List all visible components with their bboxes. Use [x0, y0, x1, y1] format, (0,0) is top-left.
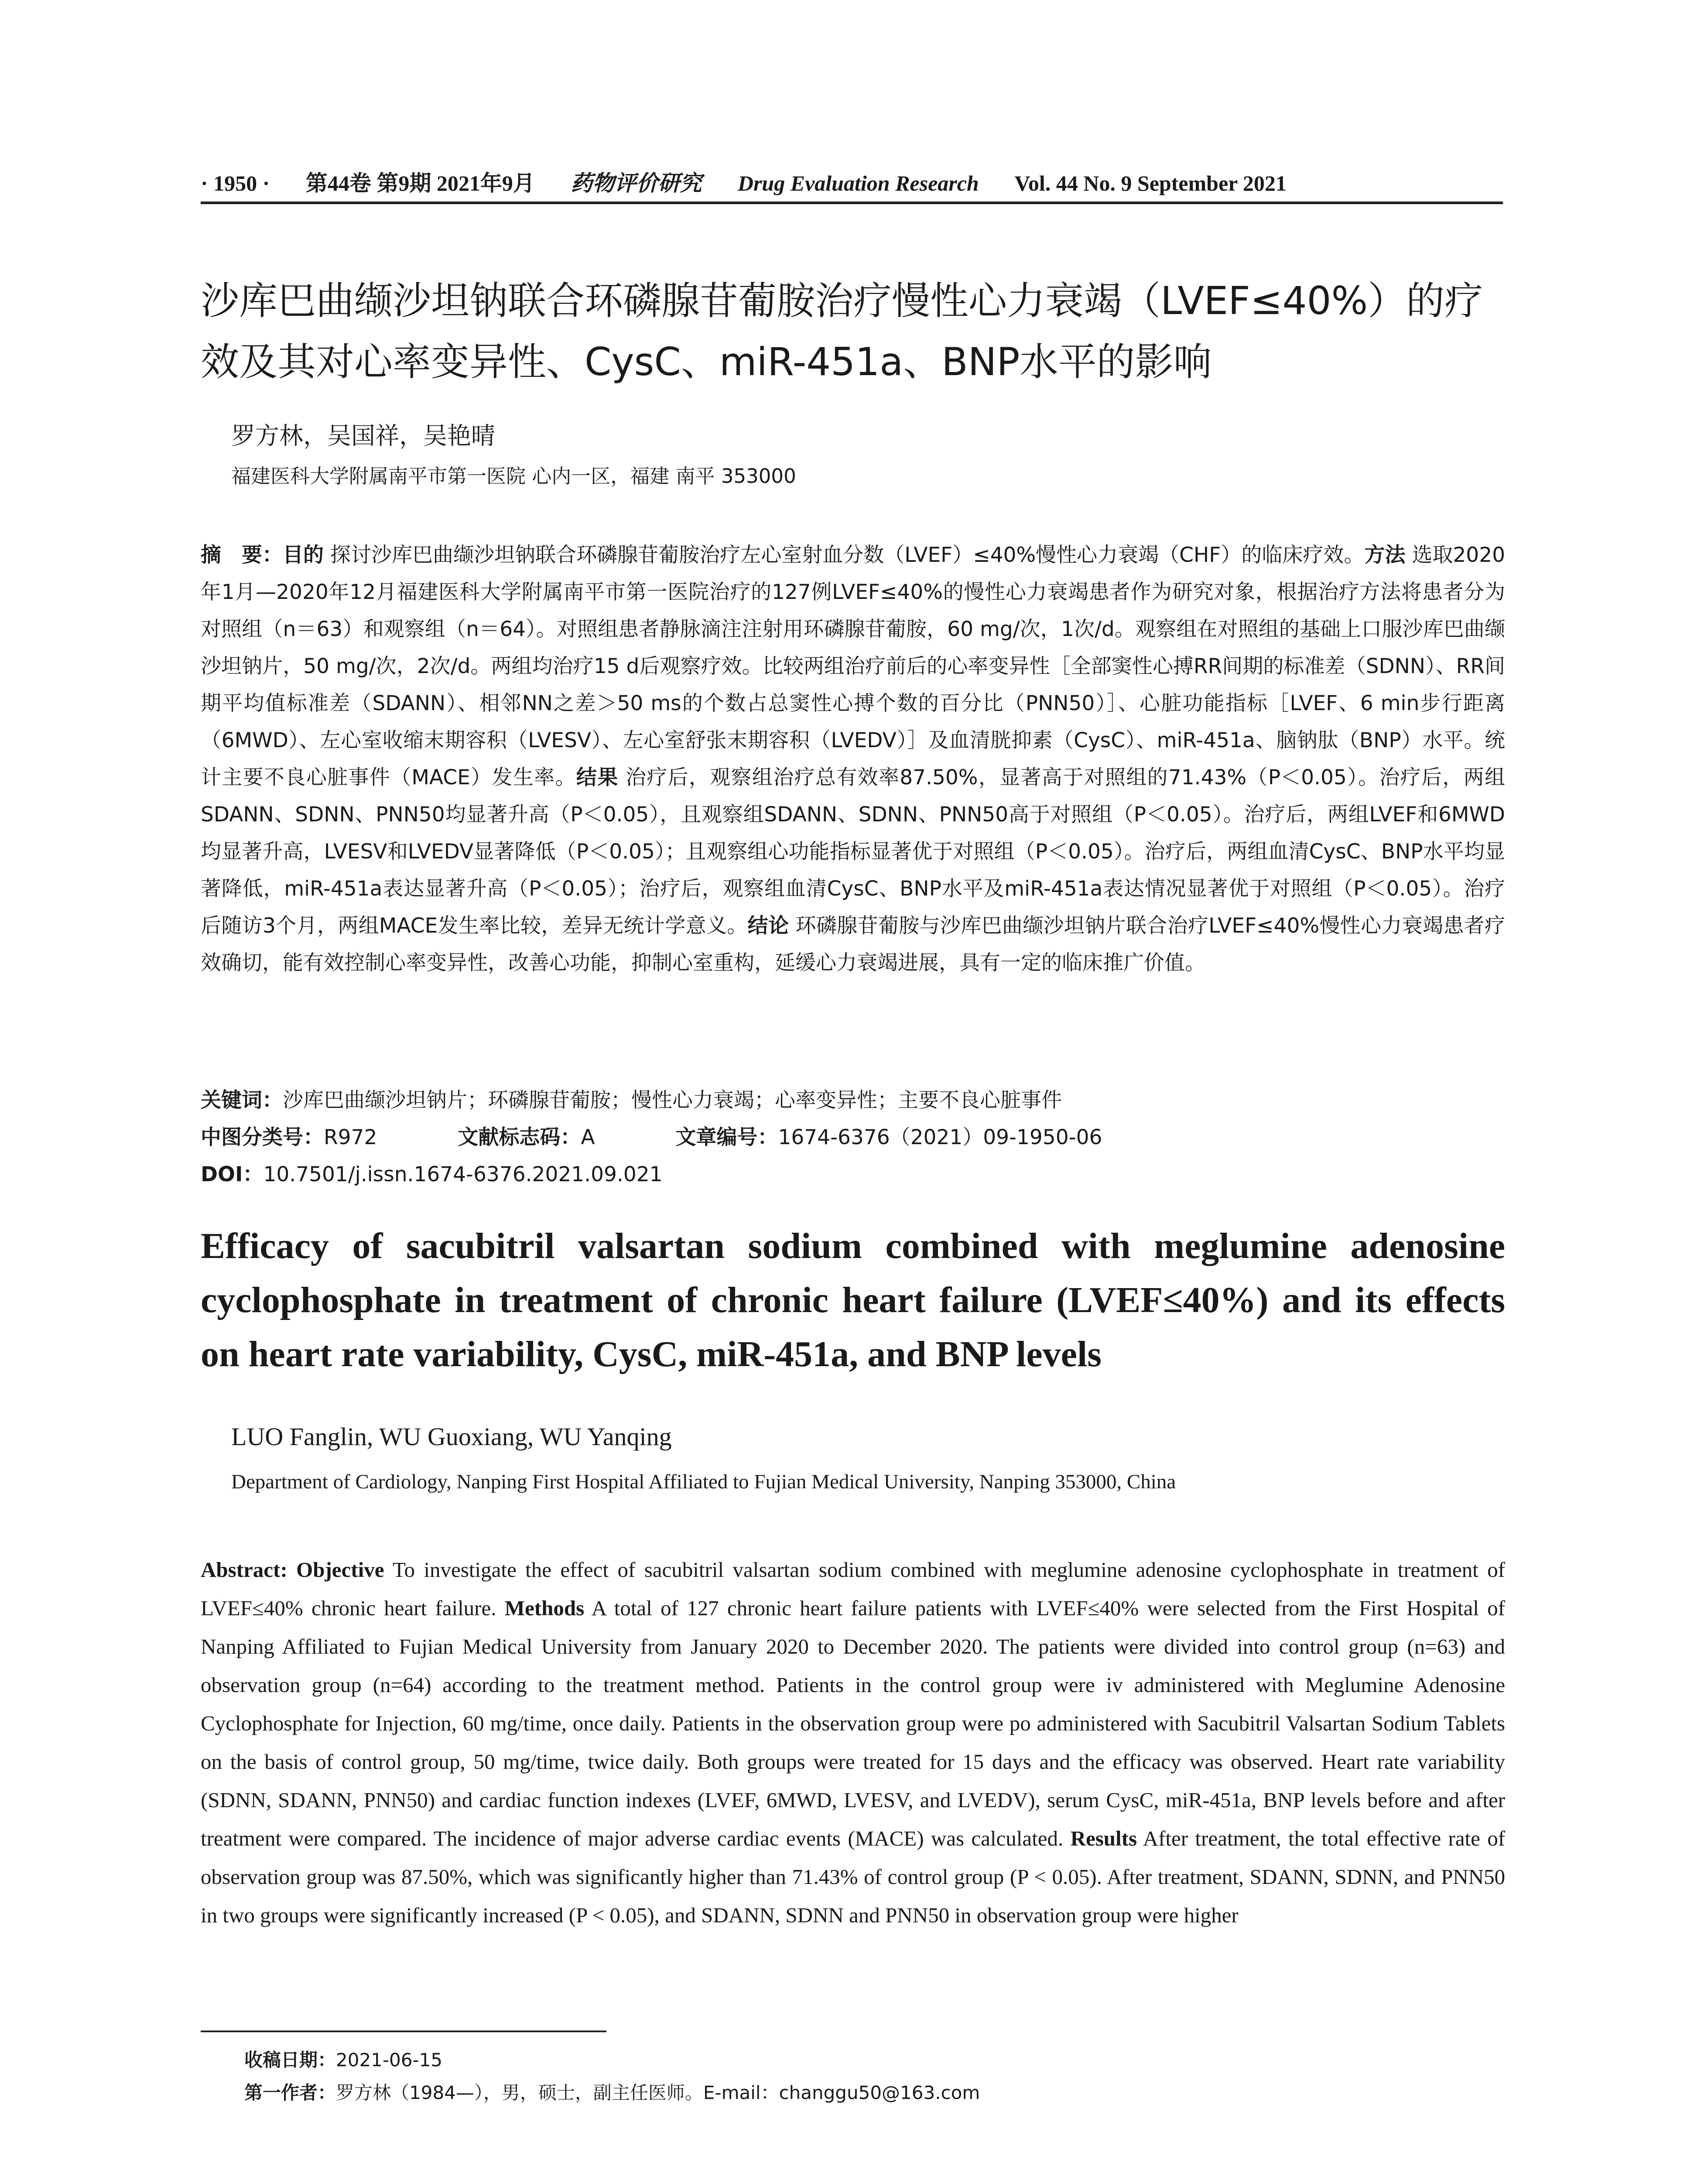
footnote-rule — [201, 2031, 606, 2032]
doi-line — [201, 1156, 1505, 1193]
authors-en: LUO Fanglin, WU Guoxiang, WU Yanqing — [231, 1422, 672, 1451]
results-label-cn: 结果 — [576, 766, 619, 790]
results-label-en: Results — [1070, 1826, 1137, 1850]
clc-value: R972 — [324, 1125, 377, 1149]
first-author-note — [244, 2078, 980, 2105]
objective-en: To investigate the effect of sacubitril valsartan sodium combined with meglumine adenosine cyclophosphate in treatment of LVEF≤40% chronic heart failure. — [201, 1558, 1505, 1620]
title-cn: 沙库巴曲缬沙坦钠联合环磷腺苷葡胺治疗慢性心力衰竭（LVEF≤40%）的疗效及其对心率变异性、CysC、miR-451a、BNP水平的影响 — [201, 278, 1483, 384]
journal-name-en: Drug Evaluation Research — [737, 171, 979, 195]
conclusion-label-cn: 结论 — [747, 914, 789, 938]
methods-en: A total of 127 chronic heart failure patients with LVEF≤40% were selected from the First Hospital of Nanping Affiliated to Fujian Medical University from January 2020 to December 2020. The patients were divided into control group (n=63) and observation group (n=64) according to the treatment method. Patients in the control group were iv administered with Meglumine Adenosine Cyclophosphate for Injection, 60 mg/time, once daily. Patients in the observation group were po administered with Sacubitril Valsartan Sodium Tablets on the basis of control group, 50 mg/time, twice daily. Both groups were treated for 15 days and the efficacy was observed. Heart rate variability (SDNN, SDANN, PNN50) and cardiac function indexes (LVEF, 6MWD, LVESV, and LVEDV), serum CysC, miR-451a, BNP levels before and after treatment were compared. The incidence of major adverse cardiac events (MACE) was calculated. — [201, 1596, 1505, 1850]
running-header — [201, 166, 1509, 201]
objective-label-cn: 目的 — [283, 543, 324, 567]
affiliation-cn: 福建医科大学附属南平市第一医院 心内一区，福建 南平 353000 — [231, 465, 796, 488]
doi-label: DOI： — [201, 1162, 264, 1186]
keywords-text: 沙库巴曲缬沙坦钠片；环磷腺苷葡胺；慢性心力衰竭；心率变异性；主要不良心脏事件 — [283, 1088, 1062, 1112]
received-label: 收稿日期： — [244, 2049, 336, 2071]
received-date — [244, 2046, 442, 2072]
conclusion-cn: 环磷腺苷葡胺与沙库巴曲缬沙坦钠片联合治疗LVEF≤40%慢性心力衰竭患者疗效确切，能有效控制心率变异性，改善心功能，抑制心室重构，延缓心力衰竭进展，具有一定的临床推广价值。 — [201, 914, 1506, 975]
methods-cn: 选取2020年1月—2020年12月福建医科大学附属南平市第一医院治疗的127例LVEF≤40%的慢性心力衰竭患者作为研究对象，根据治疗方法将患者分为对照组（n＝63）和观察组（n＝64）。对照组患者静脉滴注注射用环磷腺苷葡胺，60 mg/次，1次/d。观察组在对照组的基础上口服沙库巴曲缬沙坦钠片，50 mg/次，2次/d。两组均治疗15 d后观察疗效。比较两组治疗前后的心率变异性［全部窦性心搏RR间期的标准差（SDNN）、RR间期平均值标准差（SDANN）、相邻NN之差＞50 ms的个数占总窦性心搏个数的百分比（PNN50）］、心脏功能指标［LVEF、6 min步行距离（6MWD）、左心室收缩末期容积（LVESV）、左心室舒张末期容积（LVEDV）］及血清胱抑素（CysC）、miR-451a、脑钠肽（BNP）水平。统计主要不良心脏事件（MACE）发生率。 — [201, 543, 1506, 790]
keywords-label: 关键词： — [201, 1088, 283, 1112]
abstract-en — [201, 1551, 1505, 1935]
keywords-cn — [201, 1082, 1505, 1119]
affiliation-en: Department of Cardiology, Nanping First Hospital Affiliated to Fujian Medical University, Nanping 353000, China — [231, 1470, 1176, 1493]
article-number-value: 1674-6376（2021）09-1950-06 — [778, 1125, 1102, 1149]
methods-label-cn: 方法 — [1364, 543, 1406, 567]
methods-label-en: Methods — [504, 1596, 585, 1620]
objective-cn: 探讨沙库巴曲缬沙坦钠联合环磷腺苷葡胺治疗左心室射血分数（LVEF）≤40%慢性心力衰竭（CHF）的临床疗效。 — [330, 543, 1365, 567]
first-author-label: 第一作者： — [244, 2082, 336, 2103]
article-number-label: 文章编号： — [675, 1125, 778, 1149]
results-cn: 治疗后，观察组治疗总有效率87.50%，显著高于对照组的71.43%（P＜0.05）。治疗后，两组SDANN、SDNN、PNN50均显著升高（P＜0.05），且观察组SDANN、SDNN、PNN50高于对照组（P＜0.05）。治疗后，两组LVEF和6MWD均显著升高，LVESV和LVEDV显著降低（P＜0.05）；且观察组心功能指标显著优于对照组（P＜0.05）。治疗后，两组血清CysC、BNP水平均显著降低，miR-451a表达显著升高（P＜0.05）；治疗后，观察组血清CysC、BNP水平及miR-451a表达情况显著优于对照组（P＜0.05）。治疗后随访3个月，两组MACE发生率比较，差异无统计学意义。 — [201, 766, 1505, 938]
abstract-cn — [201, 537, 1505, 981]
header-rule — [201, 202, 1503, 204]
issue-en: Vol. 44 No. 9 September 2021 — [1014, 171, 1287, 195]
doc-code-value: A — [581, 1125, 595, 1149]
doi-link[interactable]: 10.7501/j.issn.1674-6376.2021.09.021 — [263, 1162, 663, 1186]
journal-logo-cn: 药物评价研究 — [571, 171, 702, 195]
received-value: 2021-06-15 — [336, 2049, 443, 2071]
authors-cn: 罗方林，吴国祥，吴艳晴 — [231, 422, 496, 450]
objective-label-en: Objective — [296, 1558, 384, 1582]
title-en: Efficacy of sacubitril valsartan sodium combined with meglumine adenosine cyclophosphate in treatment of chronic heart failure (LVEF≤40%) and its effects on heart rate variability, CysC, miR-451a, and BNP levels — [201, 1226, 1505, 1374]
clc-label: 中图分类号： — [201, 1125, 324, 1149]
issue-cn: 第44卷 第9期 2021年9月 — [305, 171, 535, 195]
classification-line — [201, 1119, 1505, 1156]
doc-code-label: 文献标志码： — [458, 1125, 581, 1149]
results-en: After treatment, the total effective rate of observation group was 87.50%, which was significantly higher than 71.43% of control group (P < 0.05). After treatment, SDANN, SDNN, and PNN50 in two groups were significantly increased (P < 0.05), and SDANN, SDNN and PNN50 in observation group were higher — [201, 1826, 1506, 1927]
abstract-label-en: Abstract: — [201, 1558, 288, 1582]
abstract-label-cn: 摘 要： — [201, 543, 283, 567]
first-author-value: 罗方林（1984—），男，硕士，副主任医师。E-mail：changgu50@163.com — [336, 2082, 980, 2103]
page-number: · 1950 · — [201, 171, 270, 195]
